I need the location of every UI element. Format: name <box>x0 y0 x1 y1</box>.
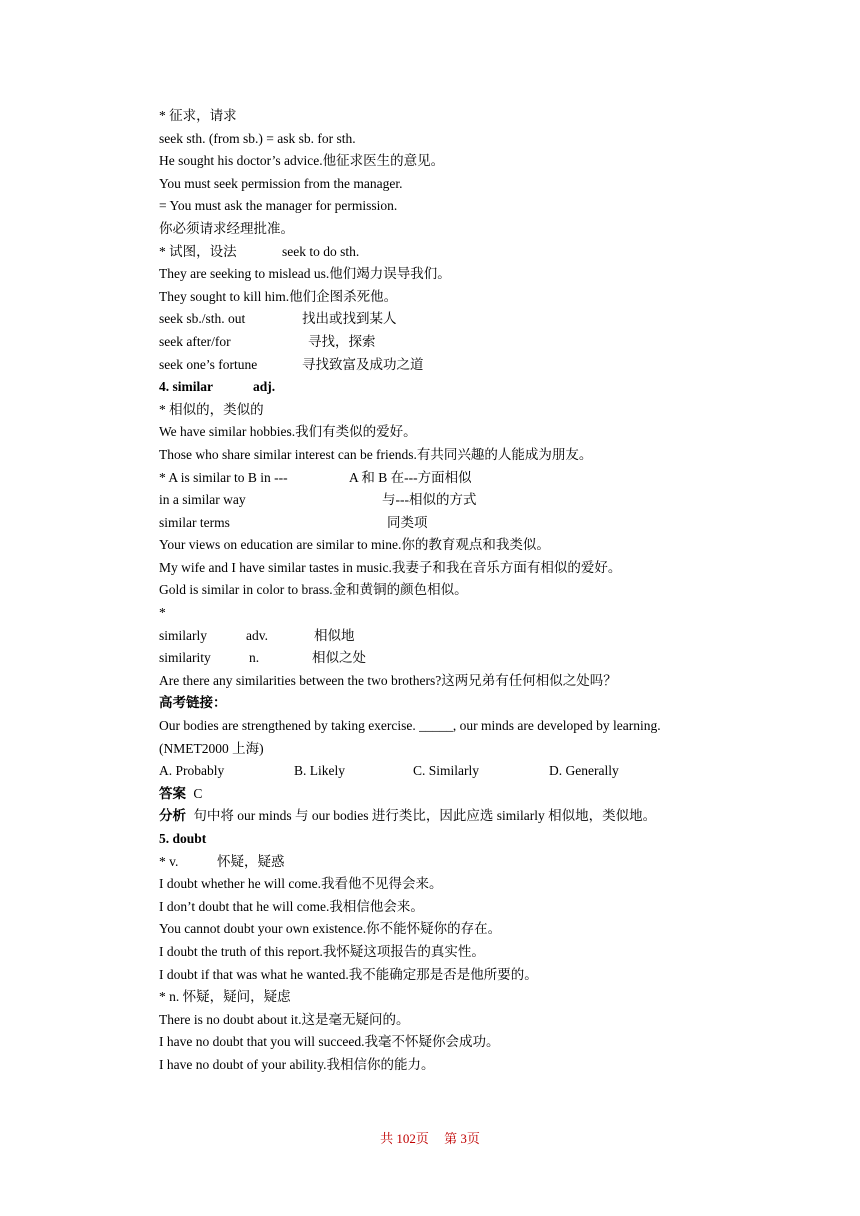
phrase-row <box>159 489 719 512</box>
part-of-speech: n. <box>249 650 260 666</box>
text-line: * n. 怀疑，疑问，疑虑 <box>159 989 291 1005</box>
analysis-text: 句中将 our minds 与 our bodies 进行类比，因此应选 similarly 相似地，类似地。 <box>193 808 657 824</box>
text-line: Are there any similarities between the two brothers?这两兄弟有任何相似之处吗？ <box>159 672 617 688</box>
text-line: I have no doubt that you will succeed.我毫不怀疑你会成功。 <box>159 1034 500 1050</box>
phrase-row <box>159 331 719 354</box>
text-line: They are seeking to mislead us.他们竭力误导我们。 <box>159 266 451 282</box>
option-d: D. Generally <box>549 763 619 779</box>
phrase-meaning: 与---相似的方式 <box>382 492 477 508</box>
phrase: in a similar way <box>159 492 246 508</box>
phrase-row <box>159 512 719 535</box>
text-line: 你必须请求经理批准。 <box>159 220 294 236</box>
sense-meaning: 怀疑，疑惑 <box>217 853 285 869</box>
phrase-meaning: 找出或找到某人 <box>302 311 397 327</box>
phrase: seek sb./sth. out <box>159 311 246 327</box>
text-line: My wife and I have similar tastes in music.我妻子和我在音乐方面有相似的爱好。 <box>159 559 622 575</box>
answer-options <box>159 760 719 783</box>
entry-heading <box>159 376 719 399</box>
phrase-meaning: A 和 B 在---方面相似 <box>349 469 472 485</box>
derivative-row <box>159 625 719 648</box>
text-line: = You must ask the manager for permission. <box>159 198 398 214</box>
current-page: 第 3页 <box>444 1131 480 1146</box>
document-body <box>159 105 719 1077</box>
option-b: B. Likely <box>294 763 345 779</box>
option-c: C. Similarly <box>413 763 480 779</box>
text-line: I doubt if that was what he wanted.我不能确定那是否是他所要的。 <box>159 966 538 982</box>
text-line: Gold is similar in color to brass.金和黄铜的颜色相似。 <box>159 582 468 598</box>
part-of-speech: adj. <box>253 379 276 395</box>
text-line: I doubt the truth of this report.我怀疑这项报告的真实性。 <box>159 943 485 959</box>
question-source: (NMET2000 上海) <box>159 740 264 756</box>
phrase-row <box>159 354 719 377</box>
entry-word: 4. similar <box>159 379 213 395</box>
phrase-meaning: 寻找，探索 <box>308 333 376 349</box>
answer-label: 答案 <box>159 785 186 801</box>
text-line: Those who share similar interest can be friends.有共同兴趣的人能成为朋友。 <box>159 446 593 462</box>
text-line: He sought his doctor’s advice.他征求医生的意见。 <box>159 153 445 169</box>
text-line: You cannot doubt your own existence.你不能怀疑你的存在。 <box>159 921 502 937</box>
entry-heading: 5. doubt <box>159 831 207 846</box>
sense-row <box>159 851 719 874</box>
phrase-meaning: 寻找致富及成功之道 <box>302 356 424 372</box>
text-line: We have similar hobbies.我们有类似的爱好。 <box>159 424 417 440</box>
option-a: A. Probably <box>159 763 225 779</box>
derivative-word: similarly <box>159 627 207 643</box>
text-line: * <box>159 605 166 621</box>
derivative-meaning: 相似之处 <box>312 650 366 666</box>
derivative-word: similarity <box>159 650 211 666</box>
answer-value: C <box>193 785 203 801</box>
question-text: Our bodies are strengthened by taking exercise. _____, our minds are developed by learning. <box>159 718 661 734</box>
text-line: I have no doubt of your ability.我相信你的能力。 <box>159 1056 435 1072</box>
text-line: I doubt whether he will come.我看他不见得会来。 <box>159 876 443 892</box>
phrase: * A is similar to B in --- <box>159 469 288 485</box>
phrase: seek after/for <box>159 333 231 349</box>
phrase: similar terms <box>159 514 230 530</box>
text-line: I don’t doubt that he will come.我相信他会来。 <box>159 898 424 914</box>
derivative-meaning: 相似地 <box>314 627 355 643</box>
text-line: * 征求，请求 <box>159 108 237 123</box>
total-pages: 共 102页 <box>380 1131 429 1146</box>
part-of-speech: adv. <box>246 627 268 643</box>
phrase: seek one’s fortune <box>159 356 258 372</box>
text-line: There is no doubt about it.这是毫无疑问的。 <box>159 1011 410 1027</box>
text-line: seek sth. (from sb.) = ask sb. for sth. <box>159 130 356 146</box>
text-line: You must seek permission from the manager. <box>159 175 403 191</box>
derivative-row <box>159 647 719 670</box>
page-footer <box>0 1128 860 1147</box>
text-line: Your views on education are similar to mine.你的教育观点和我类似。 <box>159 537 550 553</box>
analysis-row <box>159 805 719 828</box>
phrase-meaning: 同类项 <box>387 514 428 530</box>
sense-label: * 试图，设法 <box>159 243 237 259</box>
phrase: seek to do sth. <box>282 243 360 259</box>
phrase-row <box>159 308 719 331</box>
phrase-row <box>159 467 719 490</box>
part-of-speech: * v. <box>159 853 179 869</box>
analysis-label: 分析 <box>159 808 186 824</box>
text-line <box>159 241 719 264</box>
section-heading: 高考链接： <box>159 695 227 711</box>
text-line: They sought to kill him.他们企图杀死他。 <box>159 288 398 304</box>
answer-row <box>159 783 719 806</box>
text-line: * 相似的，类似的 <box>159 401 264 417</box>
